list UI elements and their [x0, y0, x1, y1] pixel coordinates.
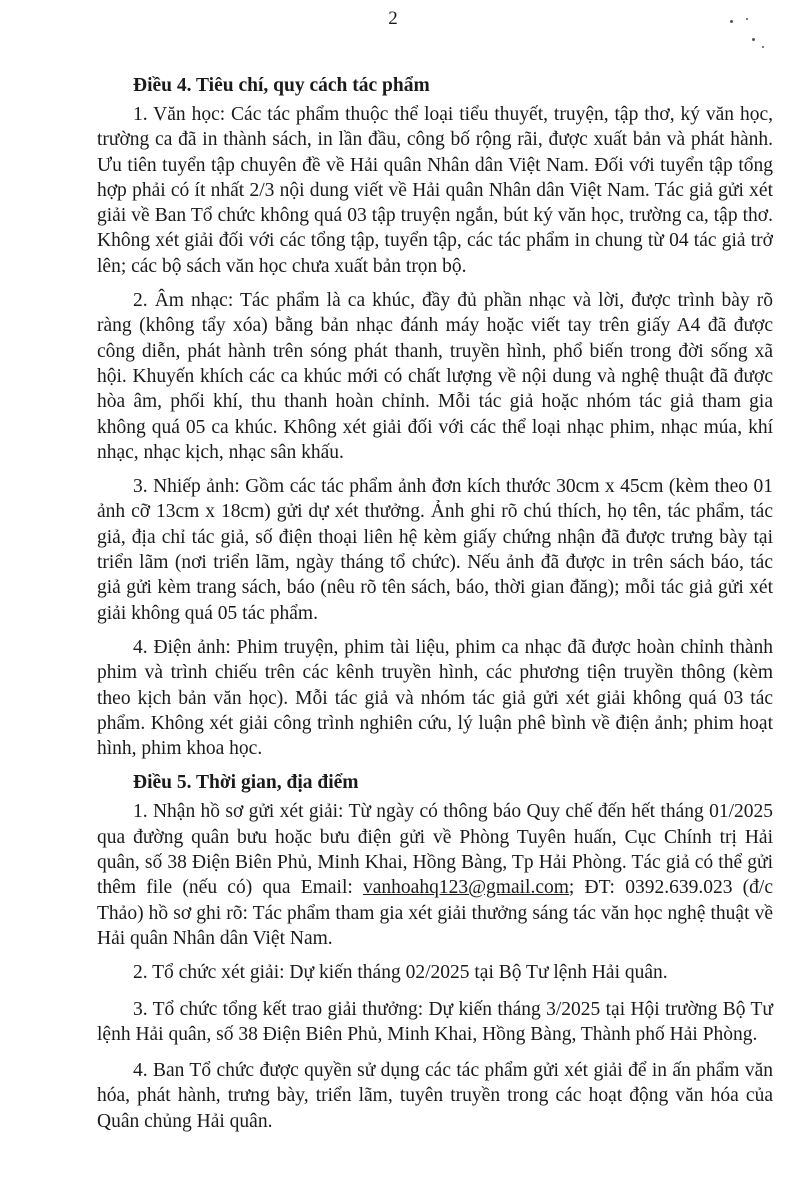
section-5-item-submission — [97, 799, 773, 951]
section-4-item-photography: 3. Nhiếp ảnh: Gồm các tác phẩm ảnh đơn kích thước 30cm x 45cm (kèm theo 01 ảnh cỡ 13cm x 18cm) gửi dự xét thưởng. Ảnh ghi rõ chú thích, họ tên, tác phẩm, tác giả, địa chỉ tác giả, số điện thoại liên hệ kèm giấy chứng nhận đã được trưng bày tại triển lãm (nơi triển lãm, ngày tháng tổ chức). Nếu ảnh đã được in trên sách báo, tác giả gửi kèm trang sách, báo (nêu rõ tên sách, báo, thời gian đăng); mỗi tác giả gửi xét giải không quá 05 tác phẩm. — [97, 476, 773, 624]
submission-text-end: ; ĐT: 0392.639.023 (đ/c Thảo) hồ sơ ghi rõ: Tác phẩm tham gia xét giải thưởng sáng tác văn học nghệ thuật về Hải quân Nhân dân Việt Nam. — [97, 877, 773, 949]
document-body — [97, 73, 773, 1143]
section-4-item-cinema: 4. Điện ảnh: Phim truyện, phim tài liệu, phim ca nhạc đã được hoàn chỉnh thành phim và trình chiếu trên các kênh truyền hình, các phương tiện truyền thông (kèm theo kịch bản văn học). Mỗi tác giả và nhóm tác giả gửi xét giải không quá 03 tác phẩm. Không xét giải công trình nghiên cứu, lý luận phê bình về điện ảnh; phim hoạt hình, phim khoa học. — [97, 636, 773, 760]
section-5-item-judging: 2. Tổ chức xét giải: Dự kiến tháng 02/2025 tại Bộ Tư lệnh Hải quân. — [133, 962, 668, 984]
email-link[interactable]: vanhoahq123@gmail.com — [363, 877, 569, 899]
section-5-item-ceremony: 3. Tổ chức tổng kết trao giải thưởng: Dự kiến tháng 3/2025 tại Hội trường Bộ Tư lệnh Hải quân, số 38 Điện Biên Phủ, Minh Khai, Hồng Bàng, Thành phố Hải Phòng. — [97, 998, 773, 1045]
section-5-heading: Điều 5. Thời gian, địa điểm — [133, 772, 359, 794]
page-number: 2 — [388, 8, 398, 29]
submission-text-start: 1. Nhận hồ sơ gửi xét giải: Từ ngày có thông báo Quy chế đến hết tháng 01/2025 qua đường quân bưu hoặc bưu điện gửi về Phòng Tuyên huấn, Cục Chính trị Hải quân, số 38 Điện Biên Phủ, Minh Khai, Hồng Bàng, Tp Hải Phòng. Tác giả có thể gửi thêm file (nếu có) qua Email: — [97, 801, 773, 899]
section-5-item-usage-rights: 4. Ban Tổ chức được quyền sử dụng các tác phẩm gửi xét giải để in ấn phẩm văn hóa, phát hành, trưng bày, triển lãm, tuyên truyền trong các hoạt động văn hóa của Quân chủng Hải quân. — [97, 1060, 773, 1132]
section-4-item-music: 2. Âm nhạc: Tác phẩm là ca khúc, đầy đủ phần nhạc và lời, được trình bày rõ ràng (không tẩy xóa) bằng bản nhạc đánh máy hoặc viết tay trên giấy A4 đã được công diễn, phát hành trên sóng phát thanh, truyền hình, phổ biến trong đời sống xã hội. Khuyến khích các ca khúc mới có chất lượng về nội dung và nghệ thuật đã được hòa âm, phối khí, thu thanh hoàn chỉnh. Mỗi tác giả hoặc nhóm tác giả tham gia không quá 05 ca khúc. Không xét giải đối với các thể loại nhạc phim, nhạc múa, khí nhạc, nhạc kịch, nhạc sân khấu. — [97, 290, 773, 463]
scan-specks — [728, 16, 768, 56]
section-4-item-literature: 1. Văn học: Các tác phẩm thuộc thể loại tiểu thuyết, truyện, tập thơ, ký văn học, trường ca đã in thành sách, in lần đầu, công bố rộng rãi, được xuất bản và phát hành. Ưu tiên tuyển tập chuyên đề về Hải quân Nhân dân Việt Nam. Đối với tuyển tập tổng hợp phải có ít nhất 2/3 nội dung viết về Hải quân Nhân dân Việt Nam. Tác giả gửi xét giải về Ban Tổ chức không quá 03 tập truyện ngắn, bút ký văn học, trường ca, tập thơ. Không xét giải đối với các tổng tập, tuyển tập, các tác phẩm in chung từ 04 tác giả trở lên; các bộ sách văn học chưa xuất bản trọn bộ. — [97, 104, 773, 277]
section-4-heading: Điều 4. Tiêu chí, quy cách tác phẩm — [133, 75, 430, 96]
